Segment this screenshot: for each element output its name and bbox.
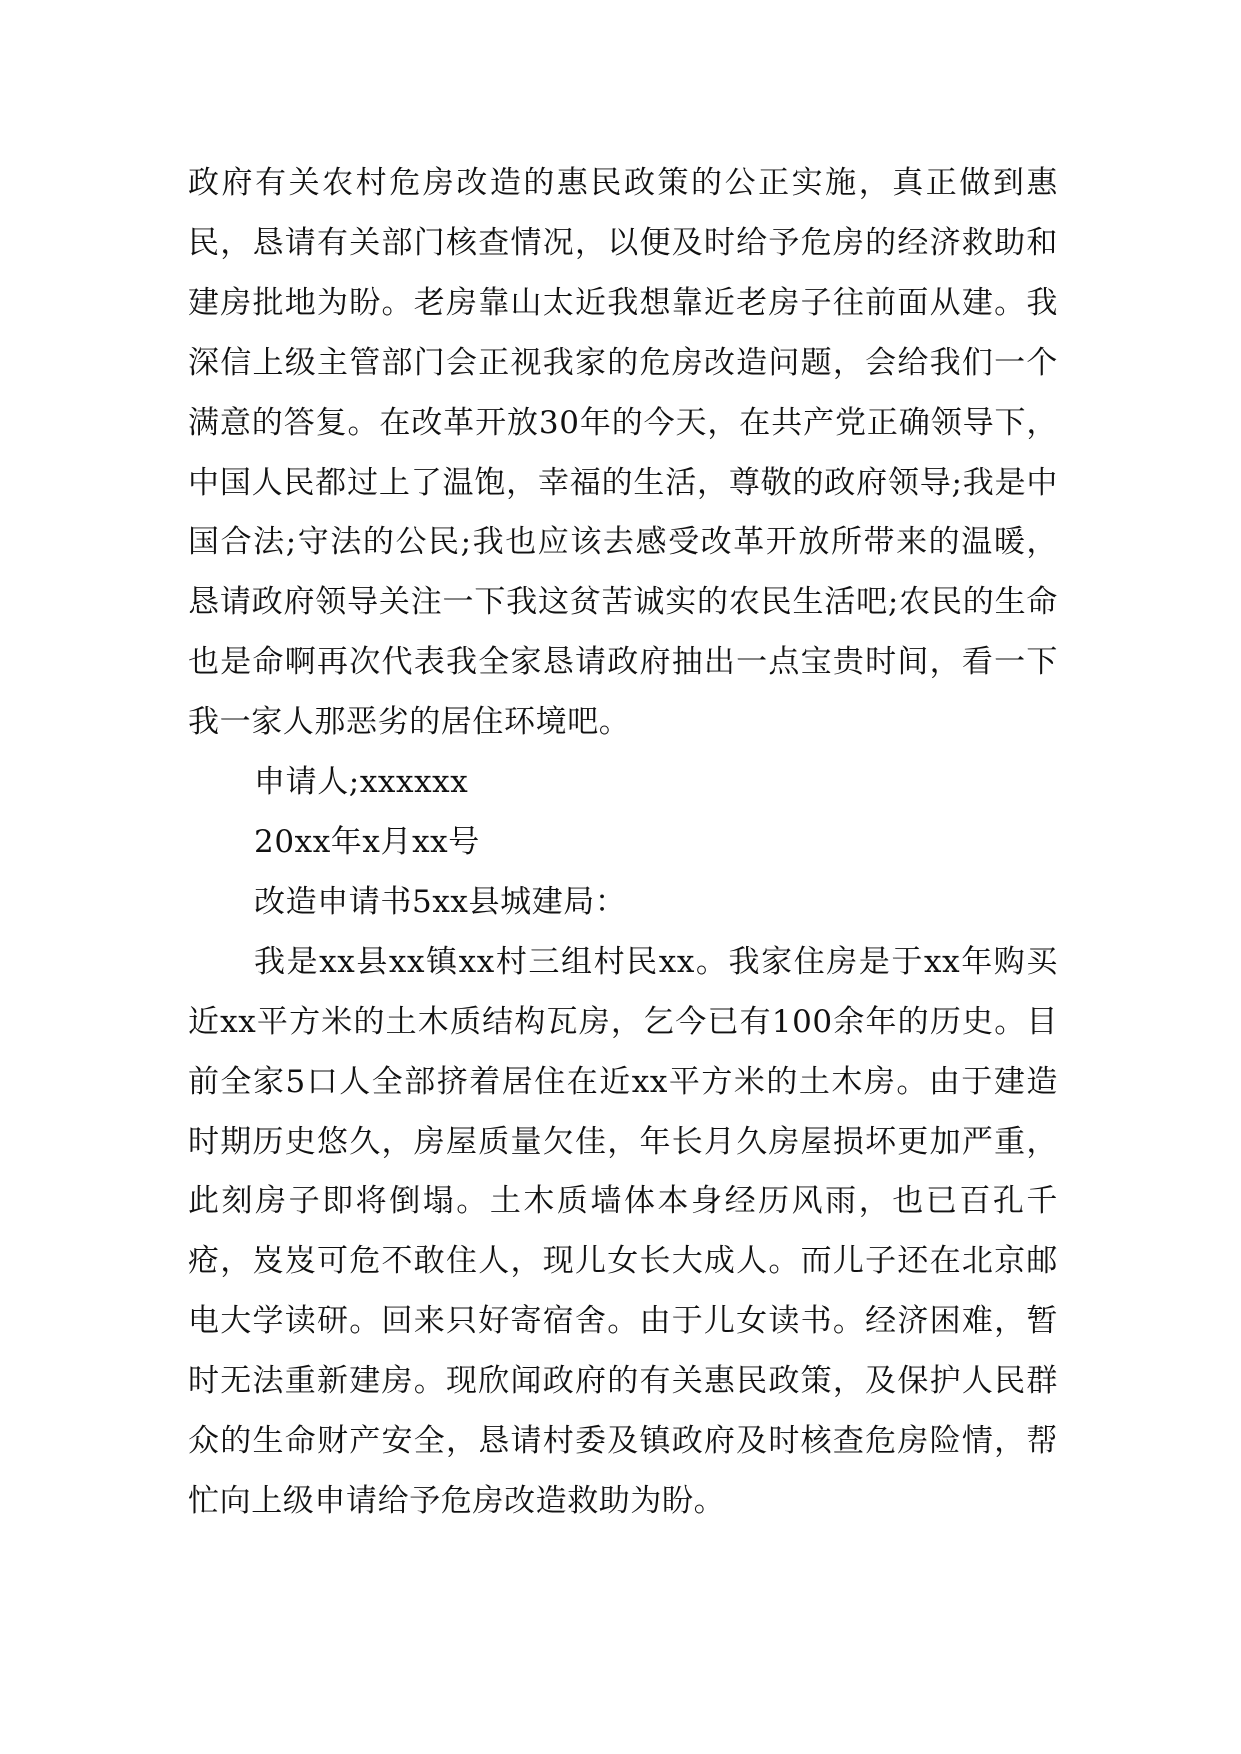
paragraph-application-body: 我是xx县xx镇xx村三组村民xx。我家住房是于xx年购买近xx平方米的土木质结构瓦房，乞今已有100余年的历史。目前全家5口人全部挤着居住在近xx平方米的土木房。由于建造时期历史悠久，房屋质量欠佳，年长月久房屋损坏更加严重，此刻房子即将倒塌。土木质墙体本身经历风雨，也已百孔千疮，岌岌可危不敢住人，现儿女长大成人。而儿子还在北京邮电大学读研。回来只好寄宿舍。由于儿女读书。经济困难，暂时无法重新建房。现欣闻政府的有关惠民政策，及保护人民群众的生命财产安全，恳请村委及镇政府及时核查危房险情，帮忙向上级申请给予危房改造救助为盼。 bbox=[188, 943, 1058, 1519]
date-line: 20xx年x月xx号 bbox=[254, 823, 480, 860]
document-body bbox=[188, 154, 1058, 1532]
paragraph-continued-appeal: 政府有关农村危房改造的惠民政策的公正实施，真正做到惠民，恳请有关部门核查情况，以便及时给予危房的经济救助和建房批地为盼。老房靠山太近我想靠近老房子往前面从建。我深信上级主管部门会正视我家的危房改造问题，会给我们一个满意的答复。在改革开放30年的今天，在共产党正确领导下，中国人民都过上了温饱，幸福的生活，尊敬的政府领导;我是中国合法;守法的公民;我也应该去感受改革开放所带来的温暖，恳请政府领导关注一下我这贫苦诚实的农民生活吧;农民的生命也是命啊再次代表我全家恳请政府抽出一点宝贵时间，看一下我一家人那恶劣的居住环境吧。 bbox=[188, 165, 1058, 741]
recipient-heading: 改造申请书5xx县城建局： bbox=[254, 883, 627, 920]
applicant-line: 申请人;xxxxxx bbox=[254, 764, 469, 801]
